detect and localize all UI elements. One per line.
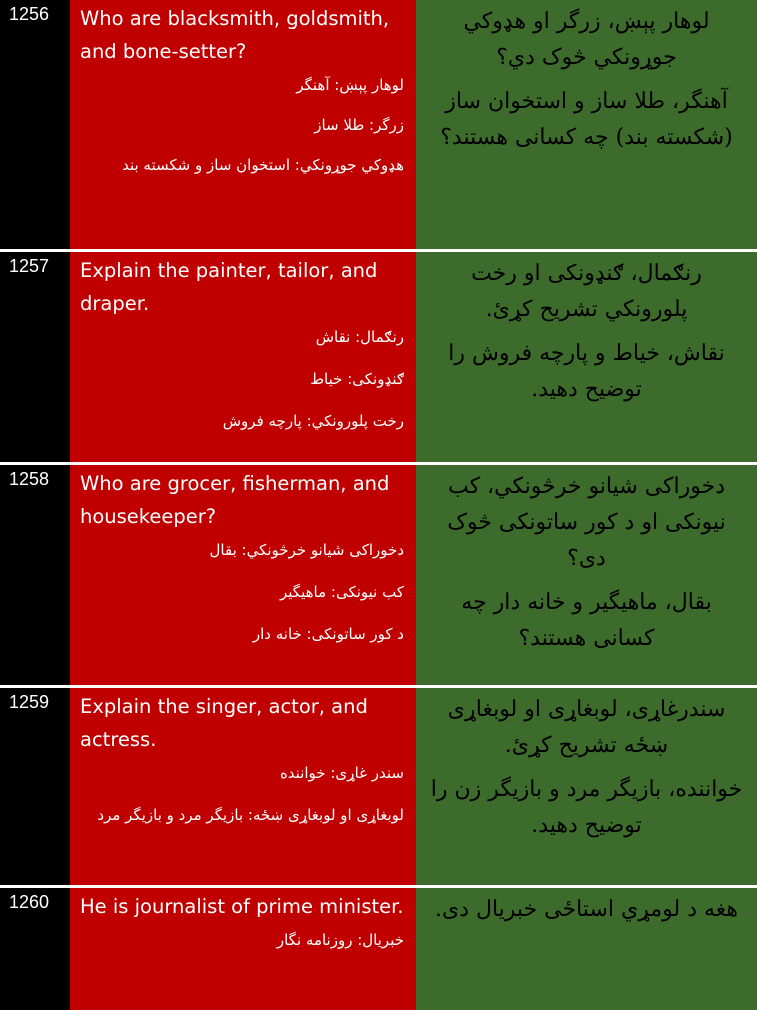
entry-number: 1259 [0,688,70,888]
dari-translation: خواننده، بازیگر مرد و بازیگر زن را توضیح دهید. [430,777,743,838]
table-row [0,888,757,1010]
entry-number: 1260 [0,888,70,1010]
entry-number: 1256 [0,0,70,252]
gloss-line: رنګمال: نقاش [315,328,404,346]
pashto-translation: هغه د لومړي استاځی خبریال دی. [434,897,738,922]
translation-cell [416,888,757,1010]
translation-cell [416,252,757,465]
dari-translation: آهنگر، طلا ساز و استخوان ساز (شکسته بند) چه کسانی هستند؟ [440,89,733,150]
english-question: Who are grocer, fisherman, and housekeeper? [80,472,390,528]
english-question: Explain the singer, actor, and actress. [80,695,368,751]
english-cell [70,465,416,688]
gloss-line: ګنډونکی: خیاط [310,370,404,388]
english-cell [70,888,416,1010]
gloss-line: هډوکي جوړونکي: استخوان ساز و شکسته بند [122,156,404,174]
entry-number: 1258 [0,465,70,688]
table-row [0,0,757,252]
dari-translation: نقاش، خیاط و پارچه فروش را توضیح دهید. [448,341,725,402]
entry-number: 1257 [0,252,70,465]
translation-cell [416,0,757,252]
gloss-line: خبریال: روزنامه نگار [276,931,404,949]
english-cell [70,252,416,465]
english-cell [70,0,416,252]
pashto-translation: لوهار پېښ، زرگر او هډوکي جوړونکي څوک دي؟ [463,9,710,70]
english-cell [70,688,416,888]
pashto-translation: سندرغاړی، لوبغاړی او لوبغاړی ښځه تشریح کړئ. [447,697,726,758]
gloss-line: رخت پلورونکي: پارچه فروش [222,412,404,430]
table-row [0,688,757,888]
english-question: Explain the painter, tailor, and draper. [80,259,378,315]
pashto-translation: رنګمال، ګنډونکی او رخت پلورونکي تشریح کړئ. [471,261,702,322]
gloss-line: کب نیونکی: ماهیگیر [280,583,404,601]
pashto-translation: دخوراکی شیانو خرڅونکي، کب نیونکی او د کور ساتونکی څوک دی؟ [447,474,726,571]
gloss-line: سندر غاړی: خواننده [279,764,404,782]
table-row [0,465,757,688]
translation-cell [416,465,757,688]
gloss-line: دخوراکی شیانو خرڅونکي: بقال [209,541,404,559]
english-question: He is journalist of prime minister. [80,895,404,918]
gloss-line: لوبغاړی او لوبغاړی ښځه: بازیگر مرد و بازیگر مرد [97,806,404,824]
gloss-line: زرگر: طلا ساز [314,116,404,134]
translation-cell [416,688,757,888]
gloss-line: لوهار پېښ: آهنگر [296,76,404,94]
dari-translation: بقال، ماهیگیر و خانه دار چه کسانی هستند؟ [461,590,712,651]
table-row [0,252,757,465]
english-question: Who are blacksmith, goldsmith, and bone-setter? [80,7,390,63]
gloss-line: د کور ساتونکی: خانه دار [252,625,404,643]
